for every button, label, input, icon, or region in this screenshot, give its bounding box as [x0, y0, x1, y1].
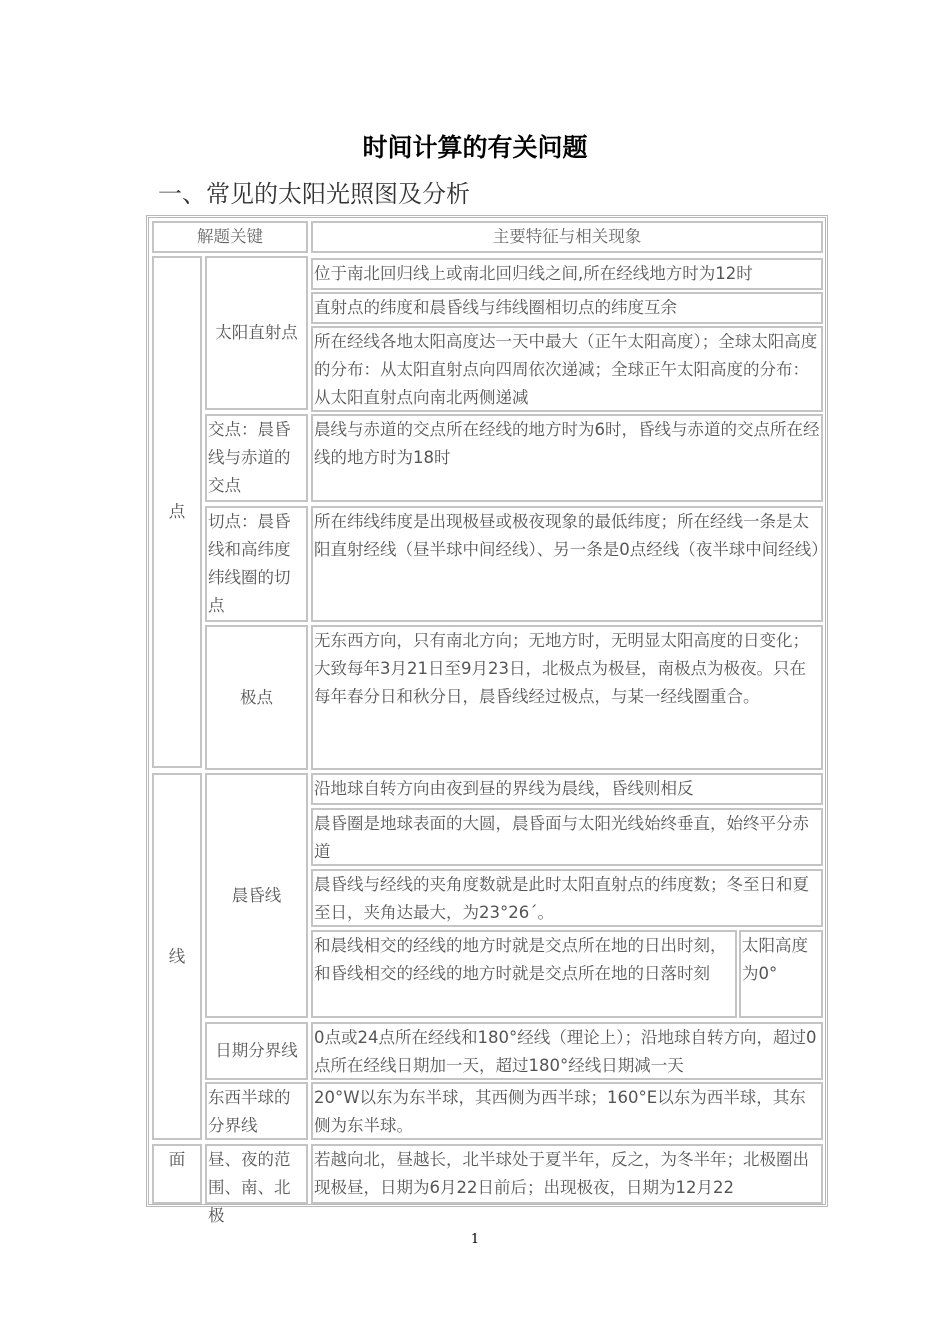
pole-text: [311, 625, 823, 770]
daynight-text: 若越向北，昼越长，北半球处于夏半年，反之，为冬半年；北极圈出现极昼，日期为6月22日前后；出现极夜，日期为12月22: [311, 1144, 823, 1204]
subsolar-text-1: 位于南北回归线上或南北回归线之间,所在经线地方时为12时: [311, 258, 823, 290]
dateline-label: 日期分界线: [205, 1022, 308, 1080]
terminator-text-1: 沿地球自转方向由夜到昼的界线为晨线，昏线则相反: [311, 773, 823, 805]
tangent-text: 所在纬线纬度是出现极昼或极夜现象的最低纬度；所在经线一条是太阳直射经线（昼半球中间经线）、另一条是0点经线（夜半球中间经线）: [311, 506, 823, 622]
page-title: 时间计算的有关问题: [362, 133, 588, 162]
subsolar-label: 太阳直射点: [205, 256, 308, 410]
analysis-table: [146, 215, 828, 1225]
header-key: 解题关键: [152, 221, 308, 253]
group-point: 点: [152, 256, 202, 768]
hemisphere-text: 20°W以东为东半球，其西侧为西半球；160°E以东为西半球，其东侧为东半球。: [311, 1082, 823, 1140]
terminator-text-2: 晨昏圈是地球表面的大圆，晨昏面与太阳光线始终垂直，始终平分赤道: [311, 808, 823, 866]
intersect-text: 晨线与赤道的交点所在经线的地方时为6时，昏线与赤道的交点所在经线的地方时为18时: [311, 414, 823, 502]
tangent-label: 切点：晨昏线和高纬度纬线圈的切点: [205, 506, 308, 622]
terminator-text-4: 和晨线相交的经线的地方时就是交点所在地的日出时刻，和昏线相交的经线的地方时就是交点所在地的日落时刻: [311, 930, 737, 1018]
pole-text-2: 大致每年3月21日至9月23日，北极点为极昼，南极点为极夜。只在每年春分日和秋分日，晨昏线经过极点，与某一经线圈重合。: [314, 659, 806, 706]
section-heading: 一、常见的太阳光照图及分析: [158, 180, 470, 208]
pole-label: 极点: [205, 625, 308, 770]
subsolar-text-3: 所在经线各地太阳高度达一天中最大（正午太阳高度）；全球太阳高度的分布：从太阳直射点向四周依次递减；全球正午太阳高度的分布：从太阳直射点向南北两侧递减: [311, 326, 823, 412]
terminator-text-3: 晨昏线与经线的夹角度数就是此时太阳直射点的纬度数；冬至日和夏至日，夹角达最大，为23°26´。: [311, 869, 823, 927]
daynight-label: 昼、夜的范围、南、北极: [205, 1144, 308, 1204]
header-features: 主要特征与相关现象: [311, 221, 823, 253]
hemisphere-label: 东西半球的分界线: [205, 1082, 308, 1140]
subsolar-text-2: 直射点的纬度和晨昏线与纬线圈相切点的纬度互余: [311, 292, 823, 324]
group-line: 线: [152, 773, 202, 1140]
page-number: 1: [470, 1232, 480, 1247]
dateline-text: 0点或24点所在经线和180°经线（理论上）；沿地球自转方向，超过0点所在经线日期加一天，超过180°经线日期减一天: [311, 1022, 823, 1080]
group-surface: 面: [152, 1144, 202, 1204]
terminator-label: 晨昏线: [205, 773, 308, 1018]
intersect-label: 交点：晨昏线与赤道的交点: [205, 414, 308, 502]
pole-text-1: 无东西方向，只有南北方向；无地方时，无明显太阳高度的日变化；: [314, 631, 809, 650]
terminator-side-text: 太阳高度为0°: [739, 930, 823, 1018]
